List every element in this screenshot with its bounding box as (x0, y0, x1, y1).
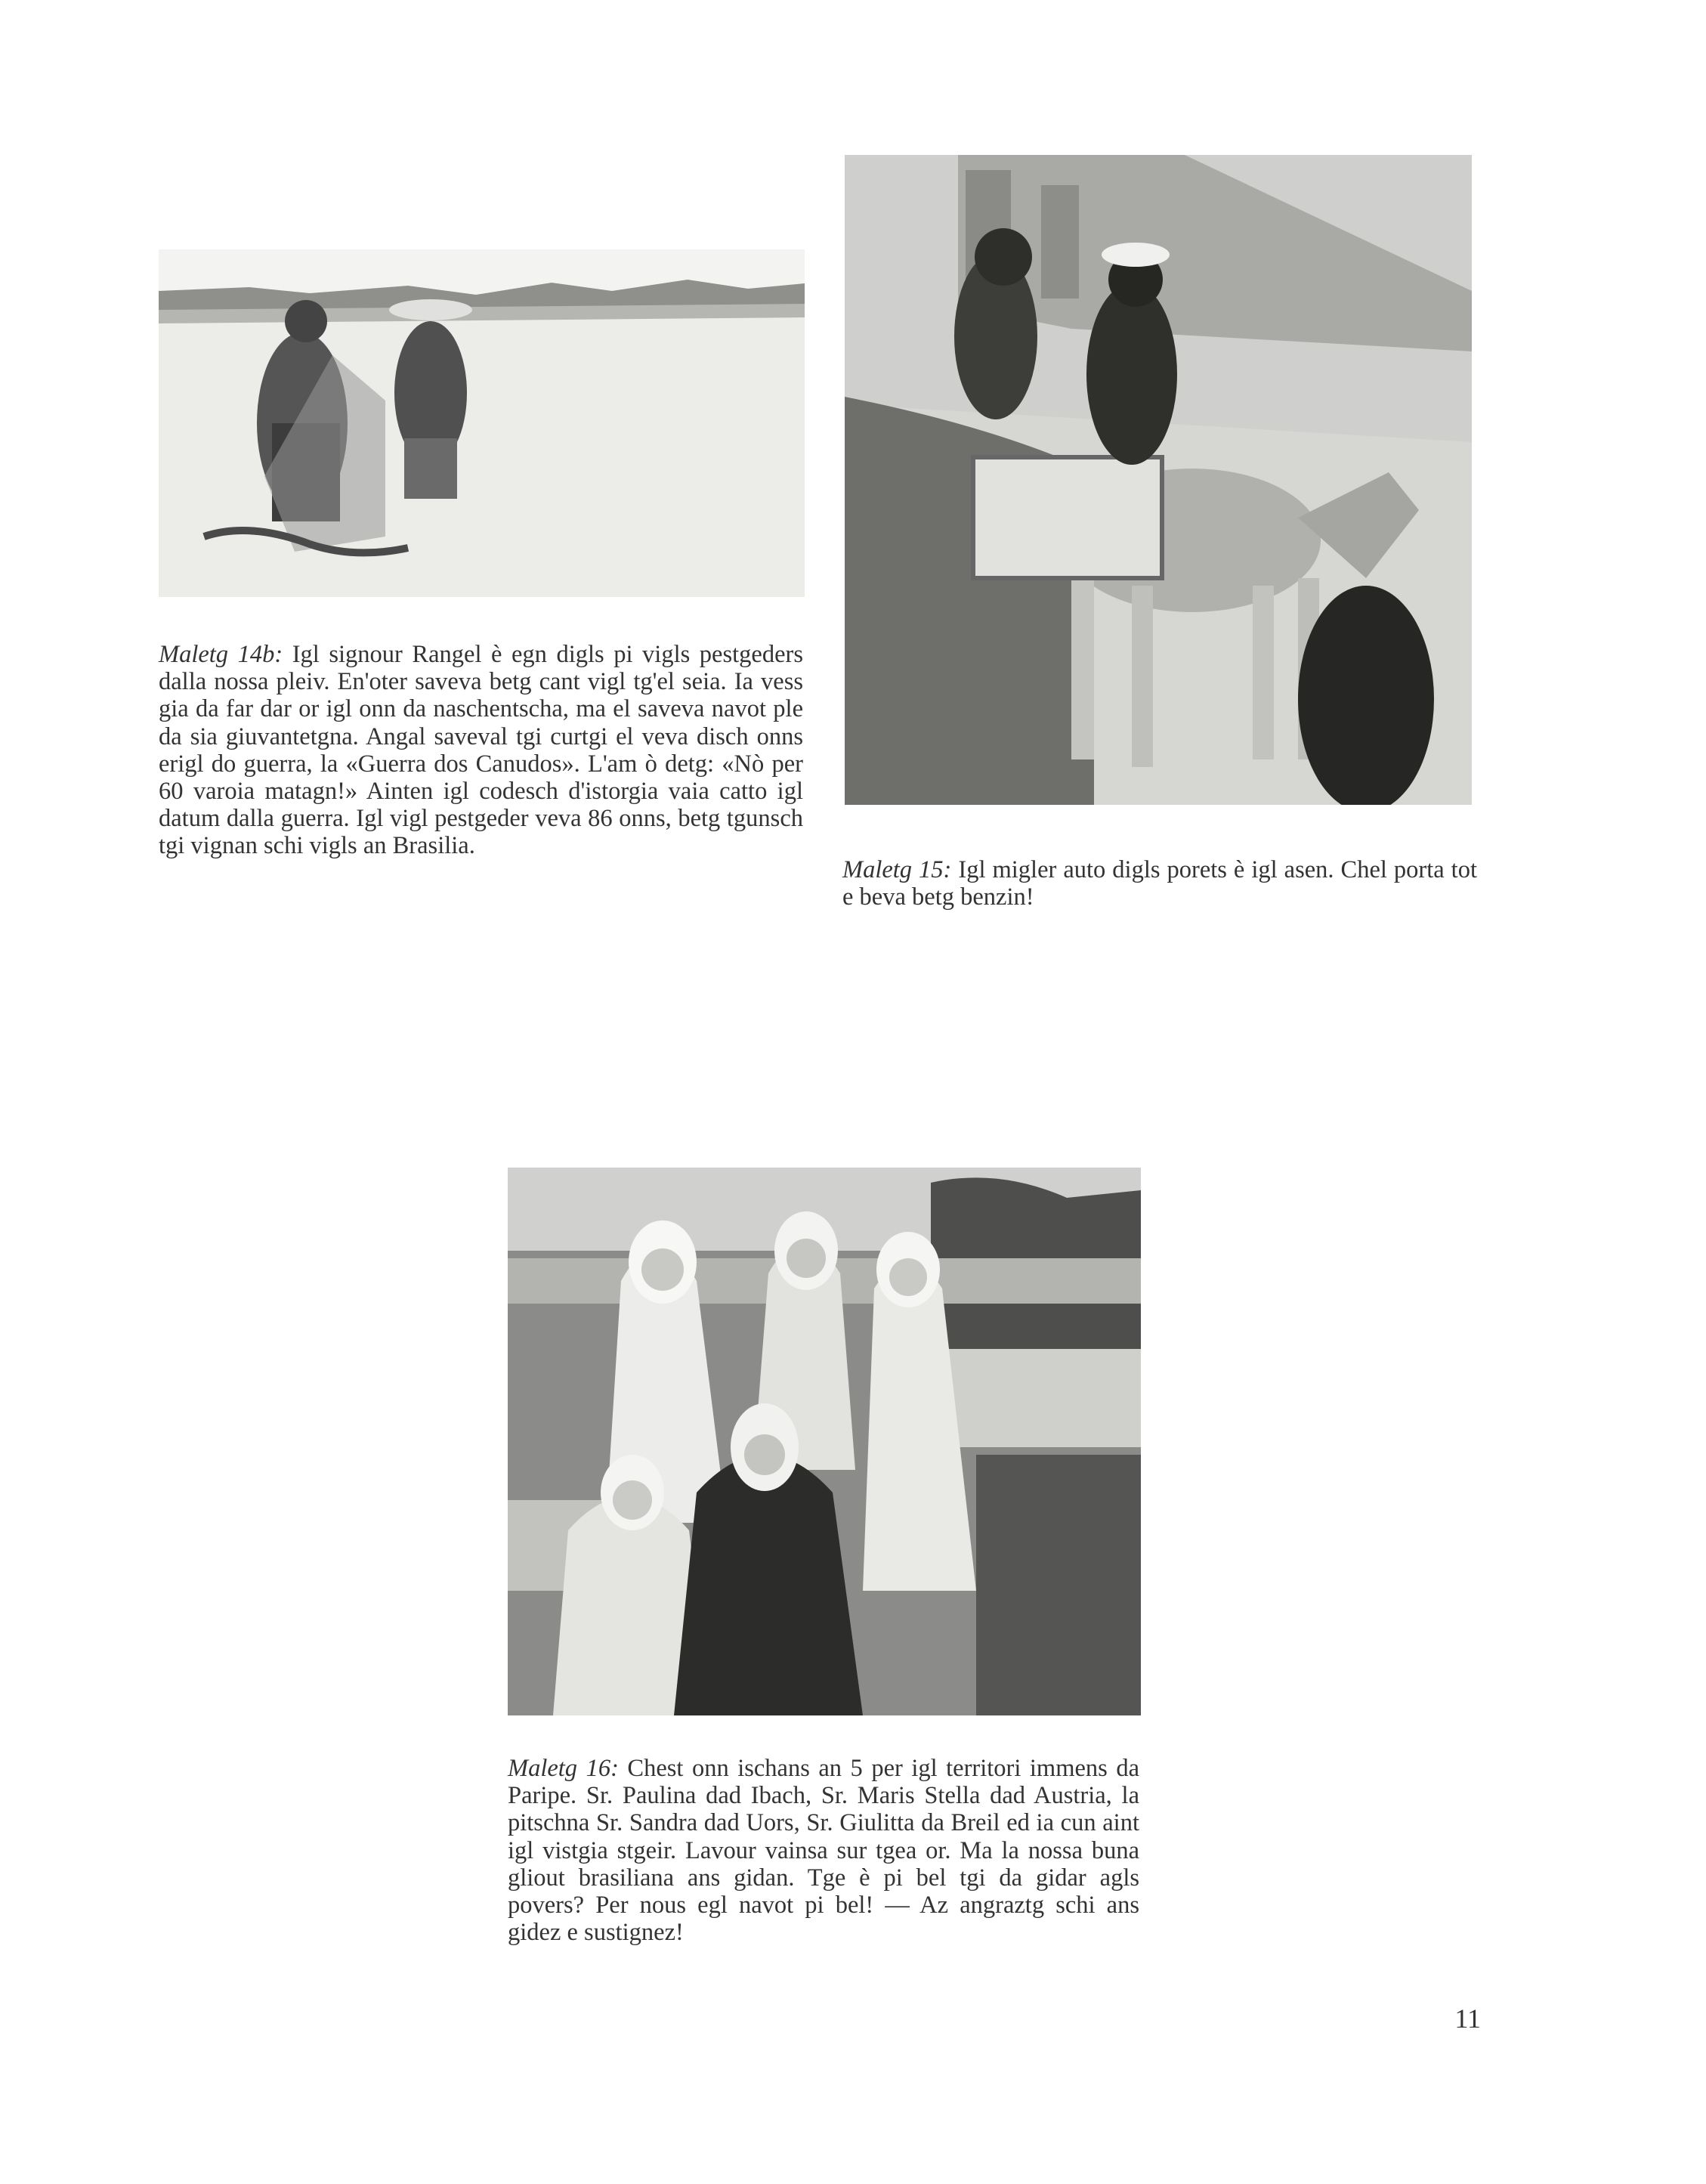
caption-text: Igl migler auto digls porets è igl asen. Chel porta tot e beva betg benzin! (842, 856, 1477, 911)
photo-fishermen-net (159, 249, 805, 597)
caption-label: Maletg 15: (842, 856, 952, 883)
caption-label: Maletg 14b: (159, 641, 283, 668)
caption-text: Igl signour Rangel è egn digls pi vigls pestgeders dalla nossa pleiv. En'oter saveva betg cant vigl tg'el seia. Ia vess gia da far dar or igl onn da naschentscha, ma el saveva navot ple da sia giuvantetgna. Angal saveval tgi curtgi el veva disch onns erigl do guerra, la «Guerra dos Canudos». L'am ò detg: «Nò per 60 varoia matagn!» Ainten igl codesch d'istorgia vaia catto igl datum dalla guerra. Igl vigl pestgeder veva 86 onns, betg tgunsch tgi vignan schi vigls an Brasilia. (159, 641, 803, 860)
caption-text: Chest onn ischans an 5 per igl territori immens da Paripe. Sr. Paulina dad Ibach, Sr. Maris Stella dad Austria, la pitschna Sr. Sandra dad Uors, Sr. Giulitta da Breil ed ia cun aint igl vistgia stgeir. Lavour vainsa sur tgea or. Ma la nossa buna gliout brasiliana ans gidan. Tge è pi bel tgi da gidar agls povers? Per nous egl navot pi bel! — Az angraztg schi ans gidez e sustignez! (508, 1755, 1139, 1947)
caption-photo-15 (842, 856, 1477, 911)
caption-label: Maletg 16: (508, 1755, 619, 1782)
photo-five-sisters (508, 1168, 1141, 1715)
photo-boys-donkey (845, 155, 1472, 805)
caption-photo-16 (508, 1755, 1139, 1946)
caption-photo-14b (159, 641, 803, 860)
page-number: 11 (1454, 2003, 1481, 2034)
